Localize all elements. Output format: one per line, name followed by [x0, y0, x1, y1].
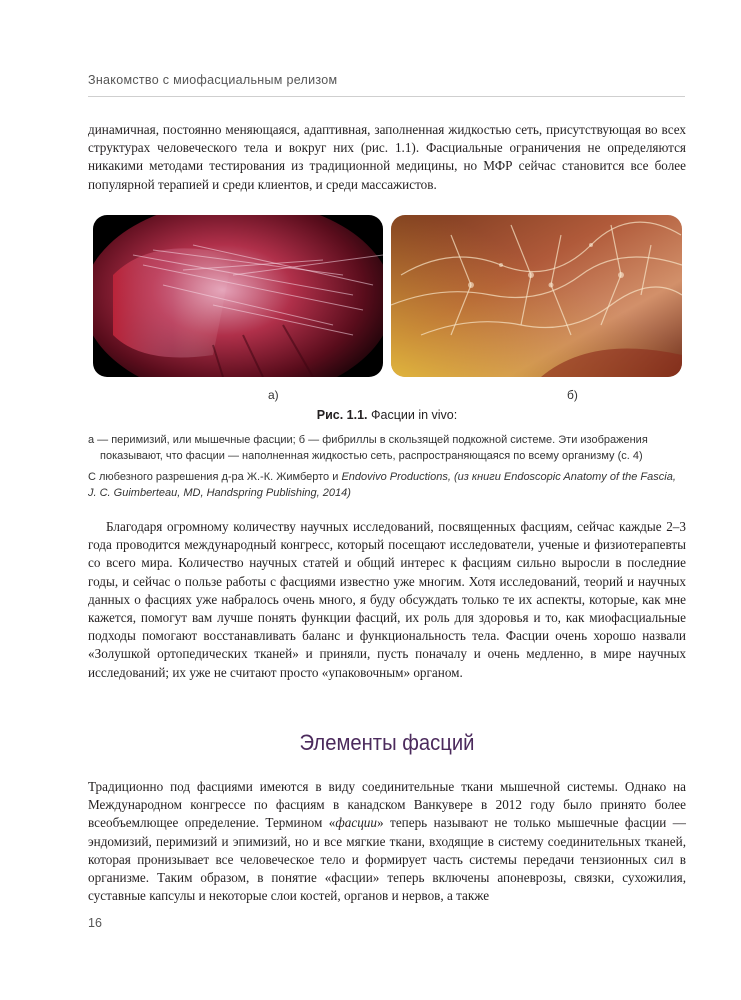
caption-line-2: показывают, что фасции — наполненная жидкостью сеть, распространяющаяся по всему организму (с. 4) [100, 450, 643, 462]
running-head: Знакомство с миофасциальным релизом [88, 73, 338, 87]
figure-caption [88, 432, 686, 464]
paragraph-elements-part-3: » теперь называют не только мышечные фасции — эндомизий, перимизий и эпимизий, но и все мягкие ткани, входящие в систему соединительных тканей, которая пронизывает все человеческое тело и формирует часть системы передачи тензионных сил в организме. Таким образом, в понятие «фасции» теперь включены апоневрозы, связки, сухожилия, суставные капсулы и некоторые слои костей, органов и нервов, а также [88, 815, 686, 904]
figure-credit [88, 469, 686, 501]
section-heading: Элементы фасций [299, 730, 475, 755]
paragraph-intro: динамичная, постоянно меняющаяся, адаптивная, заполненная жидкостью сеть, присутствующая во всех структурах человеческого тела и вокруг них (рис. 1.1). Фасциальные ограничения не определяются никакими методами тестирования из традиционной медицины, но МФР сейчас становится все более популярной терапией и среди клиентов, и среди массажистов. [88, 122, 686, 192]
figure-label-a: а) [268, 388, 279, 402]
page-number: 16 [88, 916, 102, 930]
figure-title [88, 408, 686, 422]
credit-source: , (из книги Endoscopic Anatomy of the Fascia, J. C. Guimberteau, MD, Handspring Publishing, 2014) [88, 471, 676, 499]
term-fascia: фасции [335, 815, 377, 831]
caption-line-1: а — перимизий, или мышечные фасции; б — фибриллы в скользящей подкожной системе. Эти изображения [88, 434, 648, 446]
figure-photo-a [93, 215, 383, 377]
header-rule [88, 96, 685, 97]
credit-text: С любезного разрешения д-ра Ж.-К. Жимберто и [88, 471, 342, 483]
paragraph-elements [88, 778, 686, 905]
figure-photo-b [391, 215, 682, 377]
figure-number: Рис. 1.1. [316, 408, 368, 422]
figure-title-text: Фасции in vivo: [371, 408, 458, 422]
credit-company: Endovivo Productions [341, 471, 448, 483]
paragraph-elements-part-1: Традиционно под фасциями имеются в виду соединительные ткани мышечной системы. Однако на Международном конгрессе по фасциям в канадском Ванкувере в 2012 году было принято более всеобъемлющее определение. Термином « [88, 779, 686, 831]
figure-label-b: б) [567, 388, 578, 402]
paragraph-research: Благодаря огромному количеству научных исследований, посвященных фасциям, сейчас каждые 2–3 года проводится международный конгресс, который посещают исследователи, ученые и физиотерапевты со всего мира. Количество научных статей и общий интерес к фасциям сильно выросли в последние годы, и сейчас о пользе работы с фасциями известно уже многим. Хотя исследований, теорий и научных данных о фасциях уже набралось очень много, я буду обсуждать только те их аспекты, которые, как мне кажется, помогут вам лучше понять функции фасций, их роль для здоровья и то, как миофасциальные подходы помогают восстанавливать баланс и функциональность тела. Фасции очень хорошо назвали «Золушкой ортопедических тканей» и приняли, пусть поначалу и очень медленно, в мире научных исследований; их уже не считают просто «упаковочным» органом. [88, 519, 686, 680]
